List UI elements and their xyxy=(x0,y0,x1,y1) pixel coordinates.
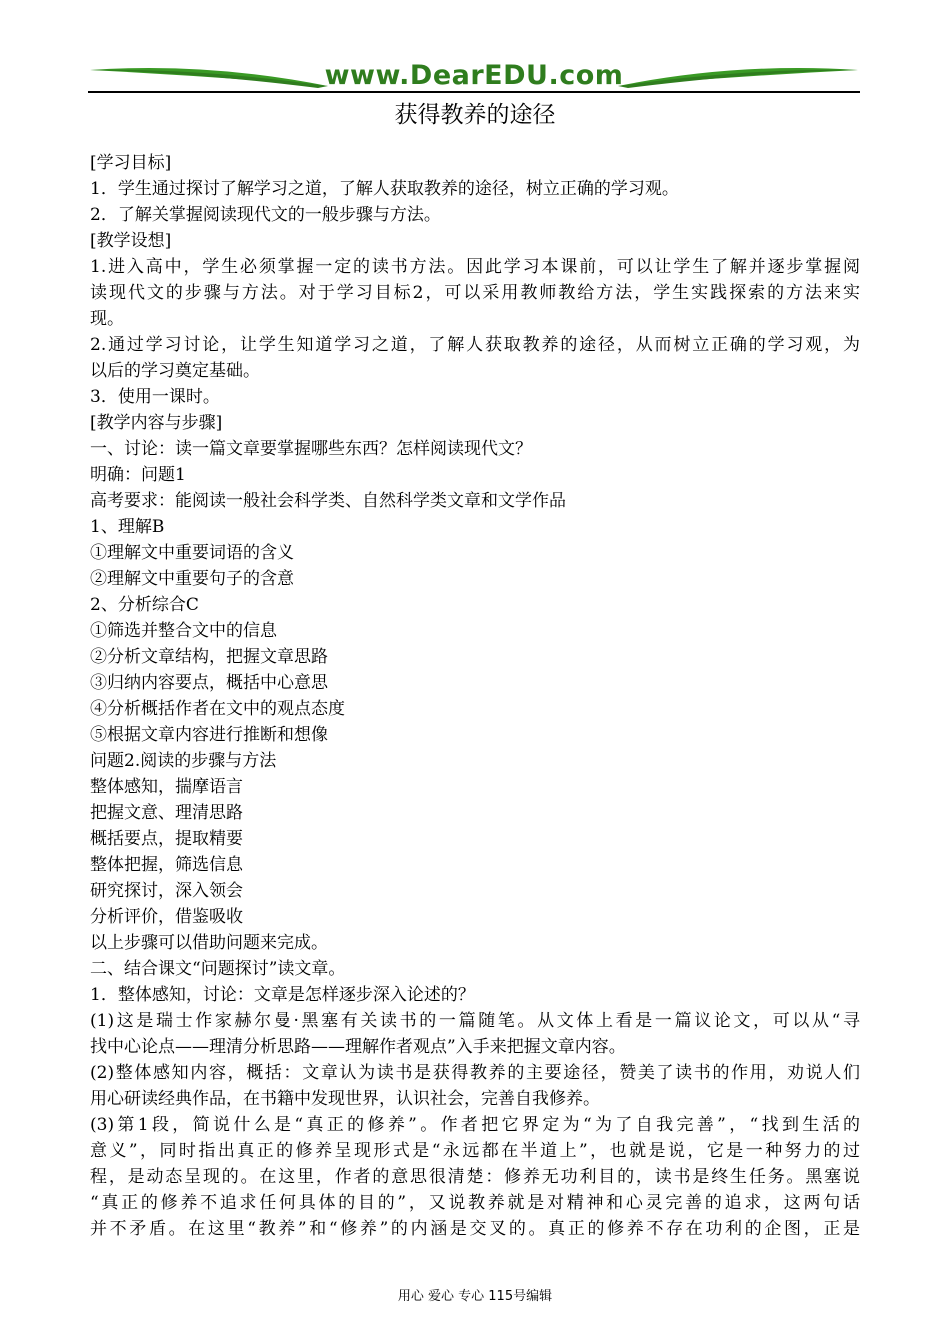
text-line: 概括要点，提取精要 xyxy=(90,829,243,849)
text-line: 分析评价，借鉴吸收 xyxy=(90,907,243,927)
text-line: (3)第1段，简说什么是“真正的修养”。作者把它界定为“为了自我完善”，“找到生活的 xyxy=(90,1115,860,1135)
text-line: 1.进入高中，学生必须掌握一定的读书方法。因此学习本课前，可以让学生了解并逐步掌握阅 xyxy=(90,257,860,277)
text-line: ⑤根据文章内容进行推断和想像 xyxy=(90,725,328,745)
text-line: 研究探讨，深入领会 xyxy=(90,881,243,901)
site-header-banner xyxy=(88,58,860,94)
document-title: 获得教养的途径 xyxy=(394,102,556,128)
text-line: [学习目标] xyxy=(90,153,172,173)
header-divider xyxy=(88,91,860,93)
text-line: ①筛选并整合文中的信息 xyxy=(90,621,277,641)
text-line: 1、理解B xyxy=(90,517,165,537)
text-line: [教学设想] xyxy=(90,231,172,251)
text-line: 一、讨论：读一篇文章要掌握哪些东西？怎样阅读现代文？ xyxy=(90,439,532,459)
text-line: 意义”，同时指出真正的修养呈现形式是“永远都在半道上”，也就是说，它是一种努力的过 xyxy=(90,1141,860,1161)
text-line: 3．使用一课时。 xyxy=(90,387,220,407)
text-line: 程，是动态呈现的。在这里，作者的意思很清楚：修养无功利目的，读书是终生任务。黑塞说 xyxy=(90,1167,860,1187)
text-line: 以后的学习奠定基础。 xyxy=(90,361,260,381)
page-footer: 用心 爱心 专心 115号编辑 xyxy=(397,1289,553,1304)
text-line: (1)这是瑞士作家赫尔曼·黑塞有关读书的一篇随笔。从文体上看是一篇议论文，可以从“寻 xyxy=(90,1011,860,1031)
text-line: ③归纳内容要点，概括中心意思 xyxy=(90,673,328,693)
text-line: 2．了解关掌握阅读现代文的一般步骤与方法。 xyxy=(90,205,441,225)
text-line: 问题2.阅读的步骤与方法 xyxy=(90,751,277,771)
text-line: 整体把握，筛选信息 xyxy=(90,855,243,875)
text-line: ①理解文中重要词语的含义 xyxy=(90,543,294,563)
text-line: 用心研读经典作品，在书籍中发现世界，认识社会，完善自我修养。 xyxy=(90,1089,600,1109)
text-line: 二、结合课文“问题探讨”读文章。 xyxy=(90,959,346,979)
document-body xyxy=(90,150,860,1242)
text-line: 整体感知，揣摩语言 xyxy=(90,777,243,797)
text-line: 2.通过学习讨论，让学生知道学习之道，了解人获取教养的途径，从而树立正确的学习观，为 xyxy=(90,335,860,355)
text-line: 明确：问题1 xyxy=(90,465,186,485)
site-logo-text[interactable]: www.DearEDU.com xyxy=(324,60,624,91)
text-line: 把握文意、理清思路 xyxy=(90,803,243,823)
text-line: 高考要求：能阅读一般社会科学类、自然科学类文章和文学作品 xyxy=(90,491,566,511)
text-line: “真正的修养不追求任何具体的目的”，又说教养就是对精神和心灵完善的追求，这两句话 xyxy=(90,1193,860,1213)
text-line: 1．学生通过探讨了解学习之道，了解人获取教养的途径，树立正确的学习观。 xyxy=(90,179,679,199)
text-line: 现。 xyxy=(90,309,124,329)
text-line: 并不矛盾。在这里“教养”和“修养”的内涵是交叉的。真正的修养不存在功利的企图，正是 xyxy=(90,1219,860,1239)
text-line: 读现代文的步骤与方法。对于学习目标2，可以采用教师教给方法，学生实践探索的方法来实 xyxy=(90,283,860,303)
text-line: 2、分析综合C xyxy=(90,595,199,615)
text-line: 以上步骤可以借助问题来完成。 xyxy=(90,933,328,953)
text-line: (2)整体感知内容，概括：文章认为读书是获得教养的主要途径，赞美了读书的作用，劝说人们 xyxy=(90,1063,860,1083)
text-line: ④分析概括作者在文中的观点态度 xyxy=(90,699,345,719)
text-line: 1．整体感知，讨论：文章是怎样逐步深入论述的？ xyxy=(90,985,475,1005)
text-line: 找中心论点——理清分析思路——理解作者观点”入手来把握文章内容。 xyxy=(90,1037,626,1057)
text-line: ②理解文中重要句子的含意 xyxy=(90,569,294,589)
text-line: [教学内容与步骤] xyxy=(90,413,223,433)
text-line: ②分析文章结构，把握文章思路 xyxy=(90,647,328,667)
